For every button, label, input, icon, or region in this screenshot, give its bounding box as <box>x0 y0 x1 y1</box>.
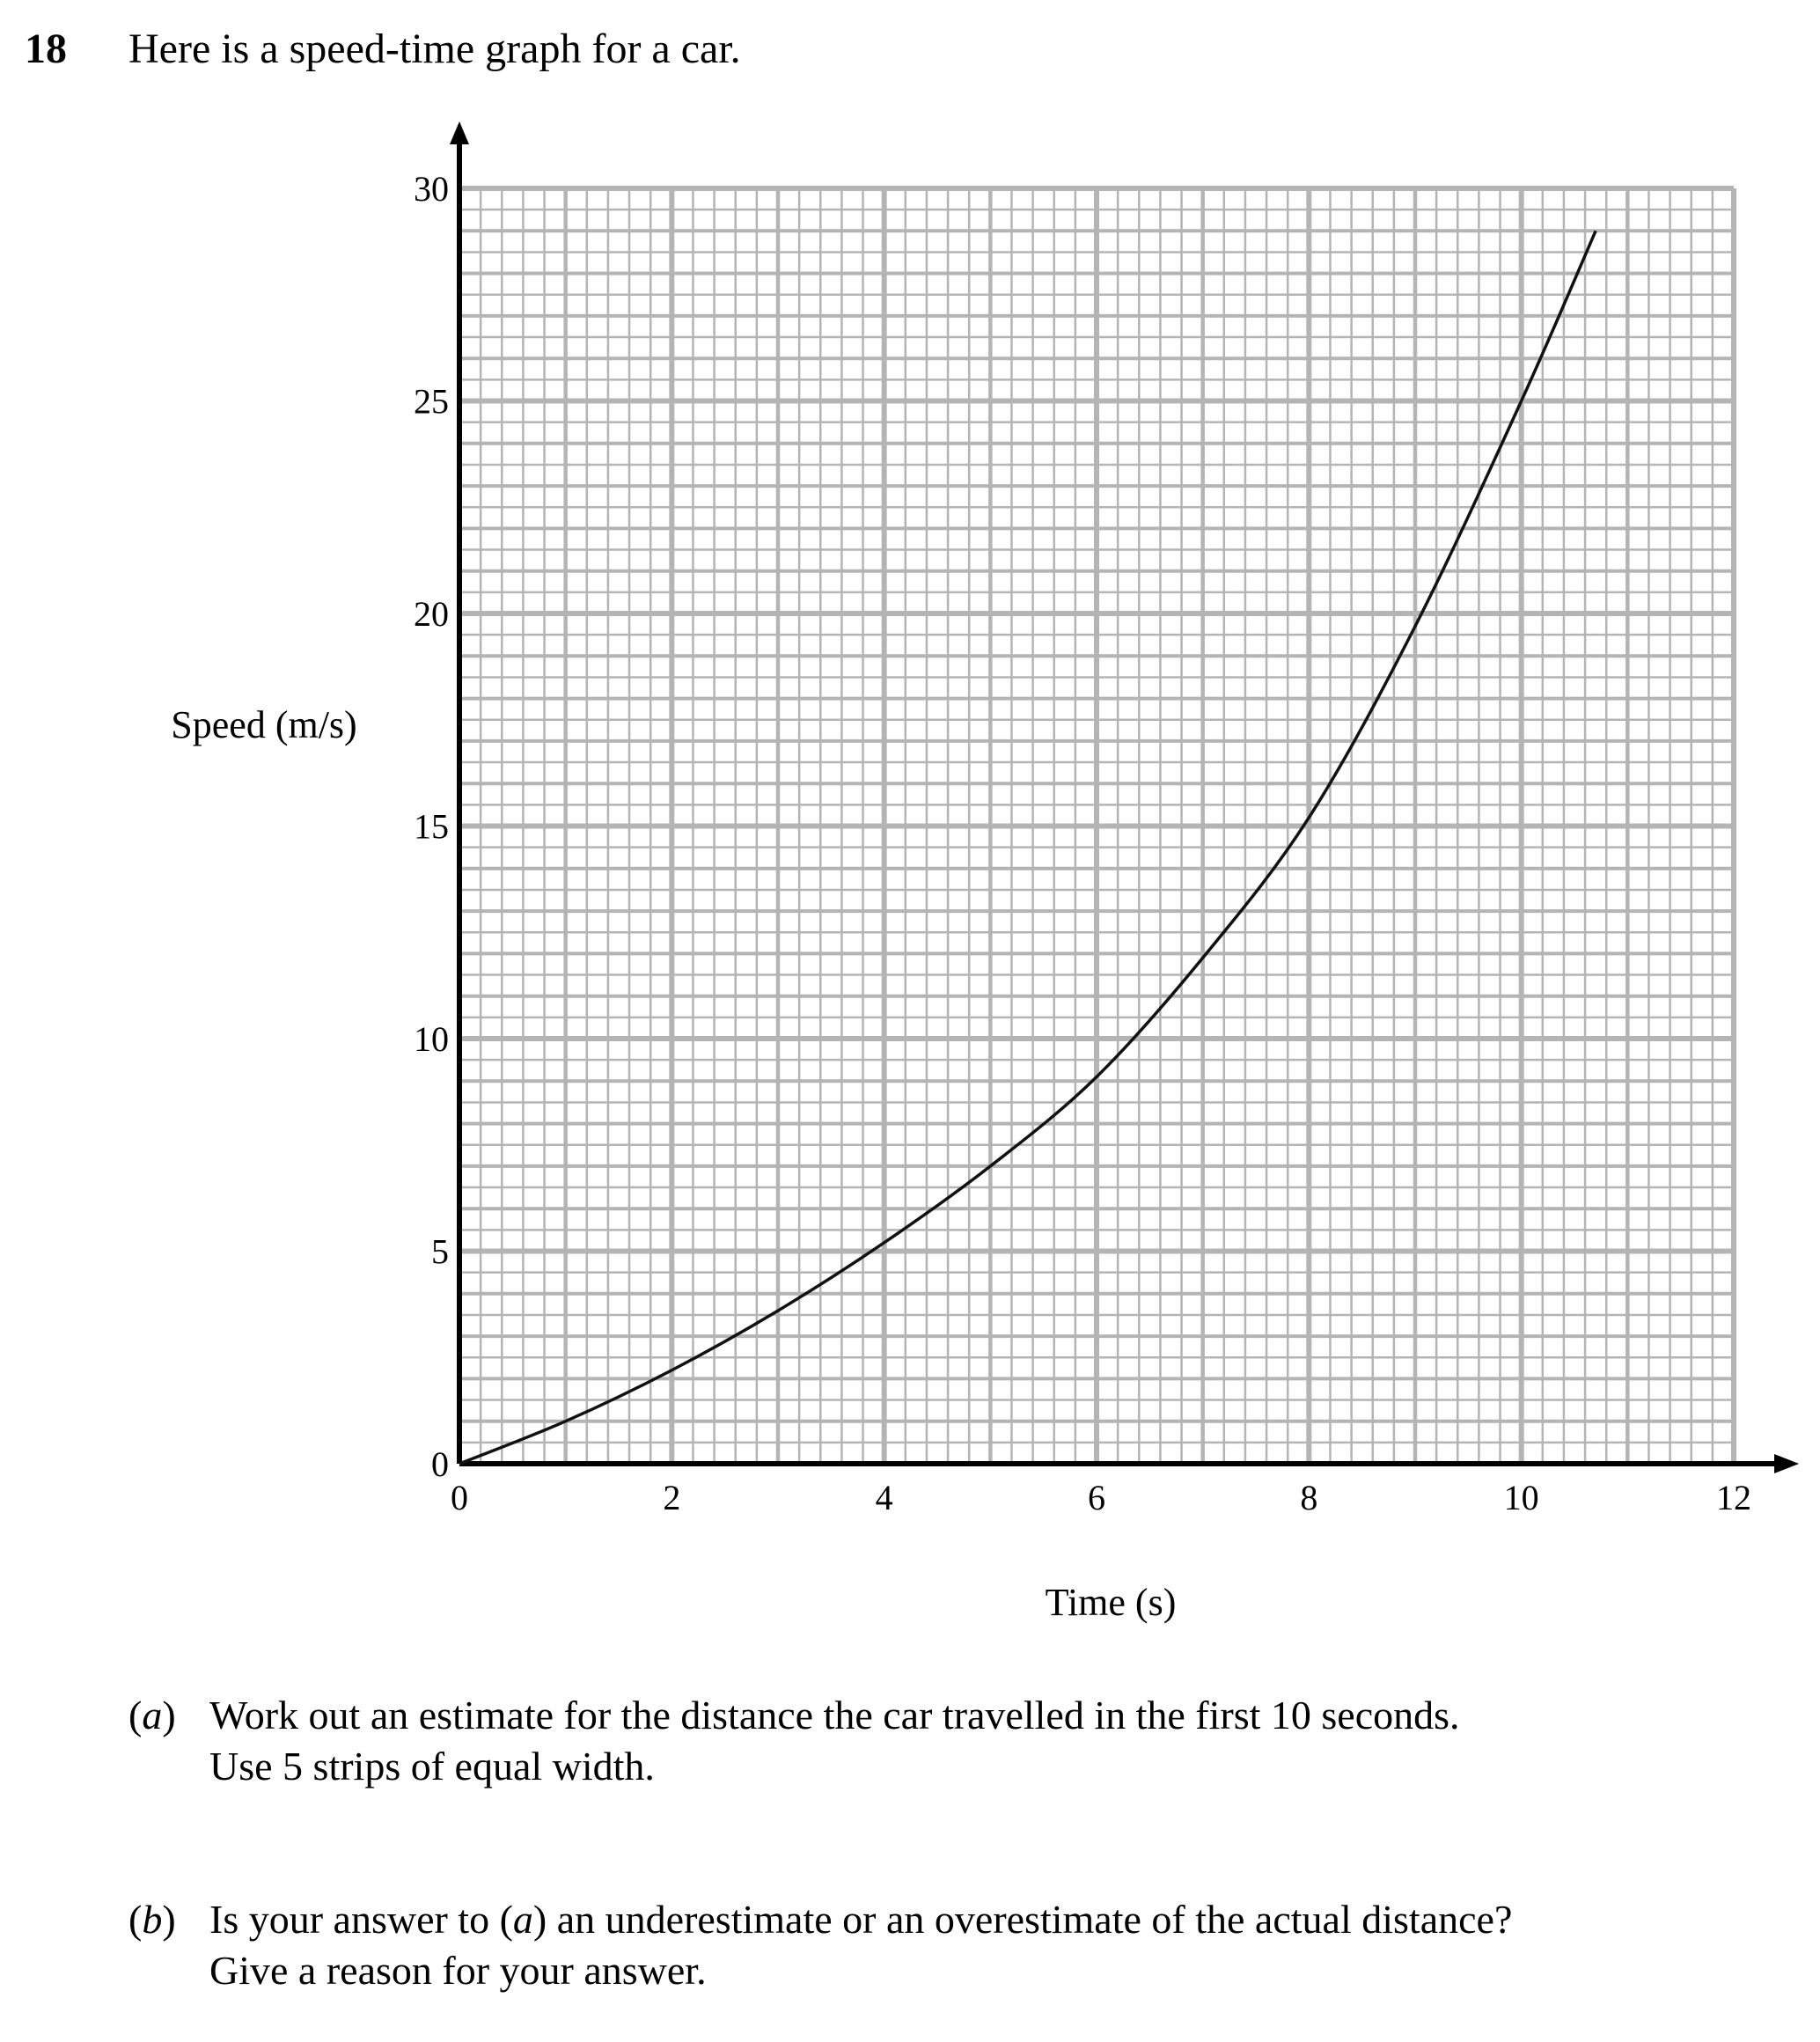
part-a-line-1 <box>128 1690 1460 1741</box>
y-axis-arrow <box>450 121 469 144</box>
y-tick-label: 10 <box>414 1019 449 1059</box>
y-tick-label: 30 <box>414 169 449 209</box>
part-a-text-1: Work out an estimate for the distance the car travelled in the first 10 seconds. <box>209 1693 1460 1737</box>
y-tick-label: 15 <box>414 806 449 847</box>
x-tick-label: 10 <box>1503 1478 1539 1517</box>
axis-labels <box>171 169 1751 1624</box>
part-b-letter: (b) <box>128 1897 176 1942</box>
x-tick-label: 8 <box>1300 1478 1318 1517</box>
y-axis-title: Speed (m/s) <box>171 703 357 746</box>
x-tick-label: 0 <box>451 1478 468 1517</box>
x-tick-label: 2 <box>663 1478 681 1517</box>
x-tick-label: 12 <box>1716 1478 1751 1517</box>
x-tick-label: 6 <box>1088 1478 1105 1517</box>
part-a-letter: (a) <box>128 1693 176 1737</box>
question-number: 18 <box>25 26 67 72</box>
part-b <box>128 1894 1512 1996</box>
x-axis-title: Time (s) <box>1045 1581 1177 1624</box>
x-tick-label: 4 <box>875 1478 893 1517</box>
question-text: Here is a speed-time graph for a car. <box>128 26 741 72</box>
part-a-line-2: Use 5 strips of equal width. <box>209 1744 655 1789</box>
y-tick-label: 0 <box>431 1444 449 1484</box>
part-b-text-1a: Is your answer to ( <box>209 1897 513 1942</box>
part-b-line-2: Give a reason for your answer. <box>209 1948 707 1993</box>
part-b-letter-text: b <box>142 1897 163 1942</box>
part-b-ref: a <box>512 1897 533 1942</box>
part-b-text-1b: ) an underestimate or an overestimate of the actual distance? <box>532 1897 1513 1942</box>
part-a <box>128 1690 1460 1792</box>
y-tick-label: 25 <box>414 381 449 422</box>
y-tick-label: 5 <box>431 1231 449 1272</box>
axes <box>450 121 1799 1473</box>
part-a-letter-text: a <box>142 1693 163 1737</box>
part-b-line-1 <box>128 1894 1512 1945</box>
x-axis-arrow <box>1774 1454 1799 1473</box>
grid <box>459 188 1734 1464</box>
y-tick-label: 20 <box>414 594 449 634</box>
